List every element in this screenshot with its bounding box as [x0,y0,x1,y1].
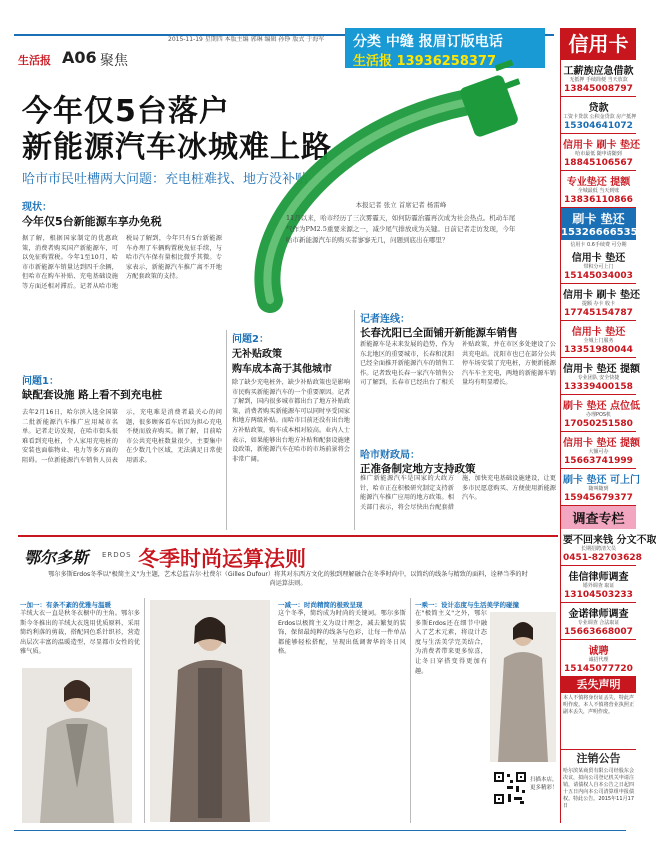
reporter-heading: 长春沈阳已全面铺开新能源车销售 [360,327,518,339]
section-name: 聚焦 [100,53,128,69]
classified-item: 信用卡 刷卡 垫还 哈市最低 随申请随到 18845106567 [561,134,636,171]
ad-box2 [278,600,406,809]
classified-item: 专业垫还 提额 全城最低 当天到账 13836110866 [561,171,636,208]
classified-item: 信用卡 刷卡 垫还 提额 办卡 收卡 17745154787 [561,284,636,321]
byline: 本报记者 张立 首席记者 杨雷峰 [355,201,447,209]
reporter-label: 记者连线： [360,314,410,325]
finance-section [360,446,556,476]
page-number: A06 [62,48,97,67]
ad-brand-english: ERDOS [102,551,132,559]
classified-item: 工薪族应急借款 无抵押 手续简便 当天放款 13845008797 [561,60,636,97]
ad-box2-body: 这个冬季，简约成为时尚的关键词。鄂尔多斯Erdos以极简主义为设计理念，减去繁复的装饰，保留最纯粹的线条与色彩，让每一件单品都能够轻松搭配，呈现出低调奢华的冬日风格。 [278,610,406,656]
headline-subtitle: 哈市市民吐槽两大问题：充电桩难找、地方没补贴 [22,172,309,187]
finance-heading: 正准备制定地方支持政策 [360,463,476,475]
ad-brand-logo: 鄂尔多斯 [24,548,89,567]
classified-item: 佳信律师调查 婚外调查 取证 13104503233 [561,566,636,603]
question1-heading: 缺配套设施 路上看不到充电桩 [22,389,163,401]
model-photo-3 [490,612,556,762]
sidebar-heading: 信用卡 [561,28,636,60]
question2-body: 除了缺少充电桩外，缺少补贴政策也是影响市民购买新能源汽车的一个重要原因。记者了解到，国内很多城市都出台了地方补贴政策，消费者购买新能源车可以同时享受国家和地方两级补贴。而哈市目前还没有出台地方补贴政策，购车成本相对较高。业内人士表示，如果能够出台地方补贴和配套设施建设政策，新能源汽车在哈市的市场前景将会非常广阔。 [232,379,350,463]
question2-label: 问题2： [232,334,269,345]
status-section [22,198,222,229]
model-photo-1 [22,668,132,823]
footer-rule [14,830,626,831]
status-body: 据了解，根据国家制定的优惠政策，消费者购买国产新能源车，可以免征购置税。今年1至10月，哈市市新能源车销量达到四千余辆，但哈市在购车补贴、充电基础设施等方面还相对滞后。记者从哈市地税局了解到，今年只有5台新能源车办理了车辆购置税免征手续，与哈市汽车保有量相比微乎其微。专家表示，新能源汽车推广离不开地方配套政策的支持。 [22,235,222,290]
question2-heading1: 无补贴政策 [232,349,282,360]
qr-code-icon[interactable] [492,770,528,806]
question2-heading2: 购车成本高于其他城市 [232,364,332,375]
ad-box3-heading: 一乘一：设计态度与生活美学的碰撞 [415,601,519,609]
classified-item: 刷卡 垫还 可上门 随叫随到 15945679377 [561,469,636,506]
ad-box1 [20,600,140,669]
classified-item: 信用卡 0.6手续费 可分期 信用卡 垫还 带积分可上门 15145034003 [561,240,636,284]
classifieds-sidebar [560,28,656,823]
classified-item: 要不回来钱 分文不取 长期招聘清欠员 0451-82703628 [561,529,636,566]
classified-item: 信用卡 垫还 提额 专业团队 安全快捷 13339400158 [561,358,636,395]
status-heading: 今年仅5台新能源车享办免税 [22,215,162,228]
top-ad-phone: 生活报 13936258377 [353,54,497,69]
ad-box2-heading: 一减一：时尚精简的极致呈现 [278,601,363,609]
header-info: 2015-11-19 星期四 本版主编 郭琳 编辑 孙铮 版式 于海军 [168,36,325,43]
top-ad-line1: 分类 中缝 报眉订版电话 [353,34,503,50]
charging-plug-illustration [230,60,560,320]
ad-box3-body: 在"极简主义"之外，鄂尔多斯Erdos还在细节中融入了艺术元素，将设计态度与生活美学完美结合，为消费者带来更多惊喜，让冬日穿搭变得更加有趣。 [415,610,487,675]
lost-notice-heading: 丢失声明 [561,677,636,693]
classified-item: 信用卡 垫还 提额 大额可办 15663741999 [561,432,636,469]
cancellation-heading: 注销公告 [561,749,636,766]
model-photo-2 [150,600,270,822]
column-rule [226,330,227,530]
classified-item: 信用卡 垫还 全城上门服务 13351980044 [561,321,636,358]
headline-line2: 新能源汽车冰城难上路 [22,130,332,165]
question1-label: 问题1： [22,376,59,387]
reporter-section [360,310,556,340]
finance-label: 哈市财政局： [360,450,420,461]
question1-body: 去年2月16日，哈尔滨入选全国第二批新能源汽车推广应用城市名单。记者走访发现，在哈市街头很难看到充电桩，个人家用充电桩的安装也面临物业、电力等多方面的阻碍。一位新能源汽车销售人员表示，充电难是消费者最关心的问题，很多顾客看车后因为担心充电不便而放弃购买。据了解，目前哈市公共充电桩数量很少，主要集中在少数几个区域，无法满足日常使用需求。 [22,409,222,464]
classified-item: 刷卡 垫还 点位低 办理POS机 17050251580 [561,395,636,432]
classified-item: 贷款 工资卡贷款 公积金贷款 房产抵押 15304641072 [561,97,636,134]
ad-box1-heading: 一加一：有条不紊的优雅与温暖 [20,601,111,609]
finance-body: 推广新能源汽车是国家的大政方针，哈市正在积极研究制定支持新能源汽车推广应用的地方政策。相关部门表示，将会尽快出台配套措施，加快充电基础设施建设，让更多市民愿意购买、方便使用新能源汽车。 [360,475,556,511]
ad-box1-body: 羊绒大衣一直是秋冬衣橱中的主角。鄂尔多斯今冬推出的羊绒大衣选用优质原料，采用简约利落的剪裁，搭配同色系针织衫，营造出层次丰富的温暖造型，尽显都市女性的优雅气质。 [20,610,140,656]
newspaper-logo: 生活报 [18,54,51,67]
column-rule [410,598,411,823]
qr-caption: 扫描本店，更多精彩！ [530,777,558,791]
status-label: 现状： [22,202,52,213]
lost-notice-body: 本人不慎将身份证丢失，特此声明作废。本人不慎将营业执照正副本丢失，声明作废。 [563,695,634,715]
headline-line1: 今年仅5台落户 [22,94,230,129]
question1-section [22,372,222,402]
investigation-column-heading: 调查专栏 [561,506,636,529]
lead-text: 11月以来，哈市经历了三次雾霾天，如何防霾治霾再次成为社会热点。机动车尾气作为PM2.5重要来源之一，减少尾气排放成为关键。日前记者走访发现，今年哈市新能源汽车的购买者寥寥无几，问题到底出在哪里？ [286,214,516,244]
question2-section [232,330,350,375]
reporter-body: 新能源车是未来发展的趋势，作为东北地区的重要城市，长春和沈阳已经全面推开新能源汽车的销售工作。记者致电长春一家汽车销售公司了解到，长春市已经出台了相关补贴政策，并在市区多处建设了公共充电站。沈阳市也已在部分公共停车场安装了充电桩，方便新能源汽车车主充电，两地的新能源车销量均有明显增长。 [360,341,556,387]
column-rule [144,598,145,823]
classified-item-highlight: 刷卡 垫还 15326666535 [561,208,636,240]
classified-item: 诚聘 诚招代理 15145077720 [561,640,636,677]
ad-intro: 鄂尔多斯Erdos冬季以"极简主义"为主题，艺术总监吉尔·杜费尔（Gilles Dufour）将其对东西方文化的独到理解融合在冬季时尚中，以简约的线条与精致的面料，诠释当季的时尚运算法则。 [48,571,528,587]
classified-item: 金诺律师调查 专业调查 合法取证 15663668007 [561,603,636,640]
ad-title: 冬季时尚运算法则 [138,547,306,571]
lead-paragraph [286,200,516,246]
cancellation-body: 哈尔滨某商贸有限公司经股东会决议，拟向公司登记机关申请注销，请债权人自本公告之日起四十五日内向本公司清算组申报债权。特此公告。2015年11月17日 [563,768,634,809]
column-rule [354,310,355,530]
